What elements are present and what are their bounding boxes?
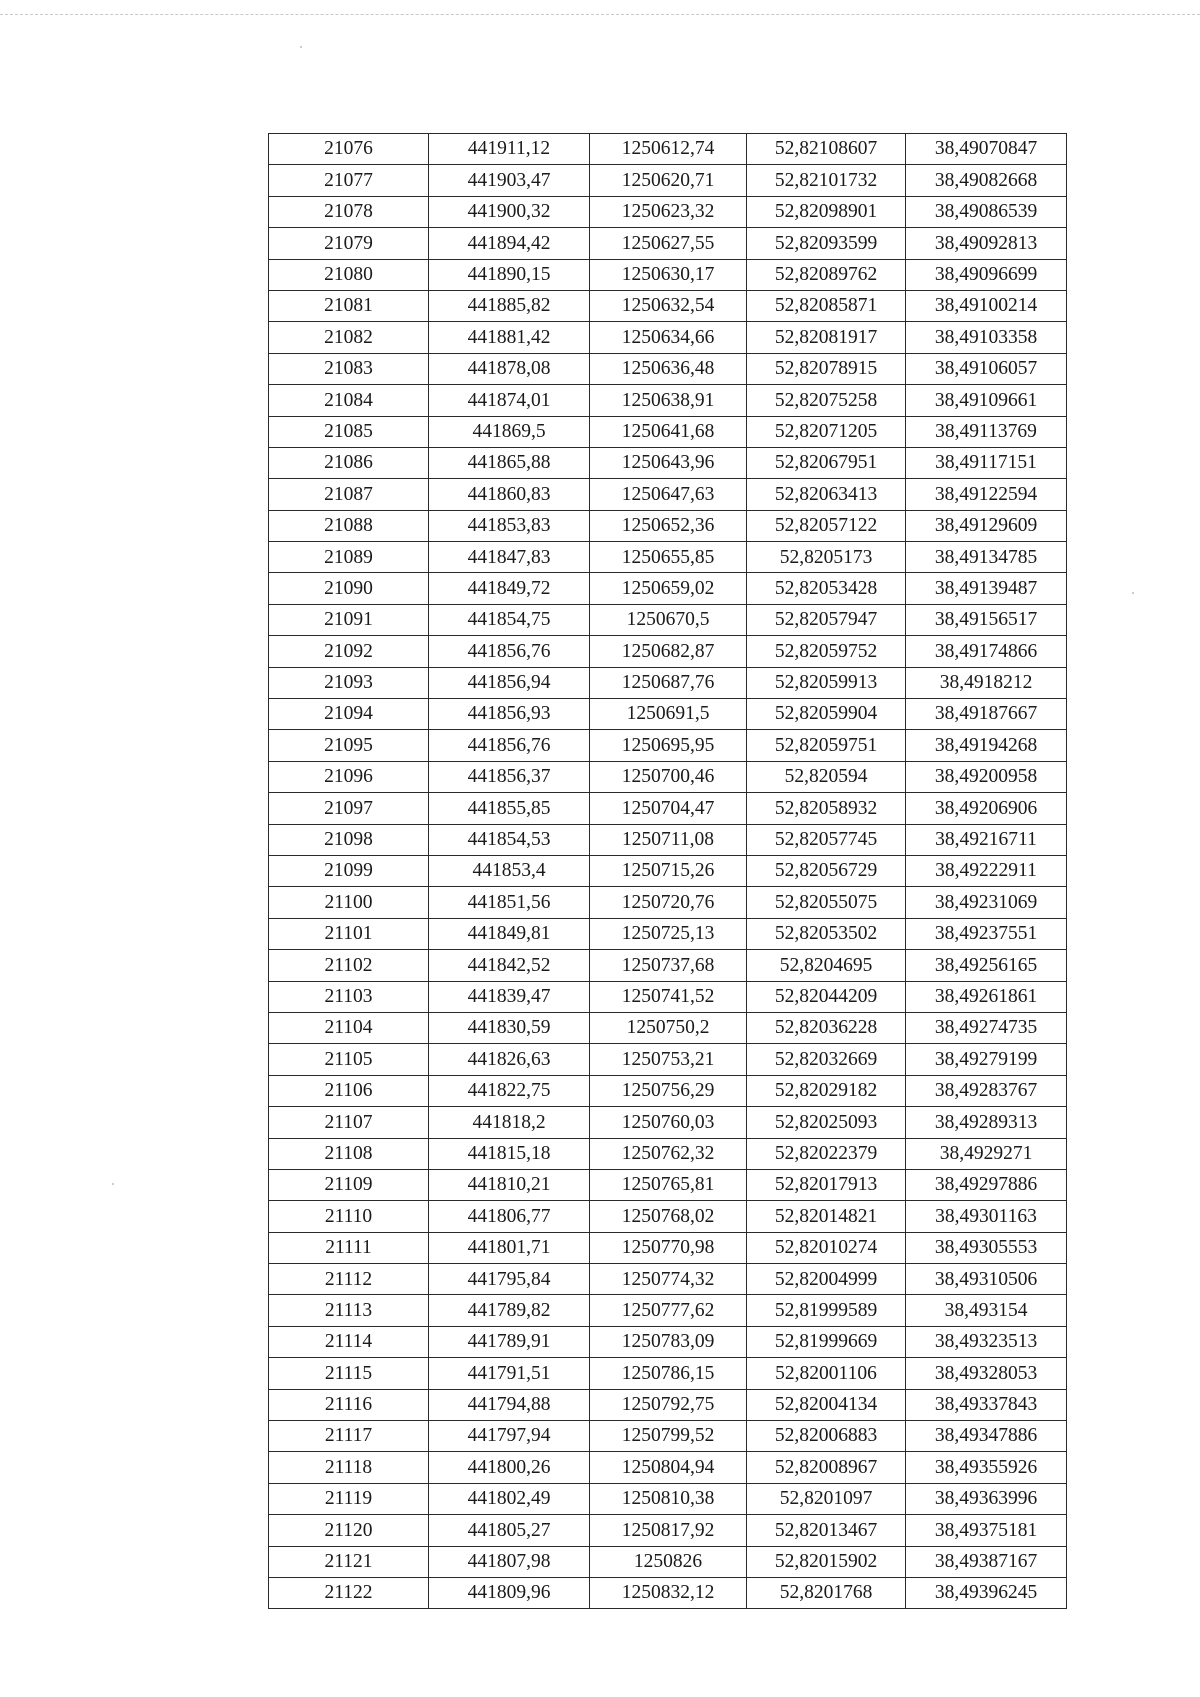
- x-coordinate-cell: 441809,96: [429, 1577, 590, 1608]
- table-row: [269, 667, 1067, 698]
- point-number-cell: 21108: [269, 1138, 429, 1169]
- table-row: [269, 636, 1067, 667]
- longitude-cell: 38,49387167: [906, 1546, 1067, 1577]
- y-coordinate-cell: 1250647,63: [590, 479, 747, 510]
- point-number-cell: 21087: [269, 479, 429, 510]
- y-coordinate-cell: 1250737,68: [590, 950, 747, 981]
- longitude-cell: 38,49200958: [906, 761, 1067, 792]
- y-coordinate-cell: 1250636,48: [590, 353, 747, 384]
- table-row: [269, 1452, 1067, 1483]
- point-number-cell: 21080: [269, 259, 429, 290]
- table-row: [269, 165, 1067, 196]
- x-coordinate-cell: 441860,83: [429, 479, 590, 510]
- longitude-cell: 38,49237551: [906, 918, 1067, 949]
- latitude-cell: 52,82029182: [747, 1075, 906, 1106]
- latitude-cell: 52,82057947: [747, 604, 906, 635]
- table-row: [269, 573, 1067, 604]
- latitude-cell: 52,82013467: [747, 1515, 906, 1546]
- table-row: [269, 1169, 1067, 1200]
- latitude-cell: 52,82085871: [747, 290, 906, 321]
- table-row: [269, 981, 1067, 1012]
- x-coordinate-cell: 441856,76: [429, 730, 590, 761]
- x-coordinate-cell: 441800,26: [429, 1452, 590, 1483]
- x-coordinate-cell: 441849,72: [429, 573, 590, 604]
- point-number-cell: 21122: [269, 1577, 429, 1608]
- point-number-cell: 21083: [269, 353, 429, 384]
- longitude-cell: 38,49279199: [906, 1044, 1067, 1075]
- latitude-cell: 52,8205173: [747, 542, 906, 573]
- table-row: [269, 793, 1067, 824]
- y-coordinate-cell: 1250810,38: [590, 1483, 747, 1514]
- table-row: [269, 918, 1067, 949]
- y-coordinate-cell: 1250620,71: [590, 165, 747, 196]
- point-number-cell: 21077: [269, 165, 429, 196]
- y-coordinate-cell: 1250725,13: [590, 918, 747, 949]
- latitude-cell: 52,82108607: [747, 134, 906, 165]
- latitude-cell: 52,82053428: [747, 573, 906, 604]
- latitude-cell: 52,82025093: [747, 1107, 906, 1138]
- latitude-cell: 52,82001106: [747, 1358, 906, 1389]
- x-coordinate-cell: 441818,2: [429, 1107, 590, 1138]
- y-coordinate-cell: 1250792,75: [590, 1389, 747, 1420]
- y-coordinate-cell: 1250804,94: [590, 1452, 747, 1483]
- latitude-cell: 52,82089762: [747, 259, 906, 290]
- x-coordinate-cell: 441874,01: [429, 385, 590, 416]
- latitude-cell: 52,82098901: [747, 196, 906, 227]
- longitude-cell: 38,4918212: [906, 667, 1067, 698]
- longitude-cell: 38,49086539: [906, 196, 1067, 227]
- point-number-cell: 21117: [269, 1421, 429, 1452]
- y-coordinate-cell: 1250638,91: [590, 385, 747, 416]
- latitude-cell: 52,82010274: [747, 1232, 906, 1263]
- longitude-cell: 38,49156517: [906, 604, 1067, 635]
- x-coordinate-cell: 441855,85: [429, 793, 590, 824]
- point-number-cell: 21078: [269, 196, 429, 227]
- latitude-cell: 52,82067951: [747, 447, 906, 478]
- point-number-cell: 21103: [269, 981, 429, 1012]
- x-coordinate-cell: 441849,81: [429, 918, 590, 949]
- latitude-cell: 52,82044209: [747, 981, 906, 1012]
- coordinates-table: [268, 133, 1067, 1609]
- y-coordinate-cell: 1250826: [590, 1546, 747, 1577]
- point-number-cell: 21089: [269, 542, 429, 573]
- table-row: [269, 887, 1067, 918]
- table-row: [269, 855, 1067, 886]
- x-coordinate-cell: 441903,47: [429, 165, 590, 196]
- x-coordinate-cell: 441900,32: [429, 196, 590, 227]
- y-coordinate-cell: 1250682,87: [590, 636, 747, 667]
- y-coordinate-cell: 1250695,95: [590, 730, 747, 761]
- x-coordinate-cell: 441854,53: [429, 824, 590, 855]
- table-row: [269, 353, 1067, 384]
- longitude-cell: 38,49122594: [906, 479, 1067, 510]
- x-coordinate-cell: 441854,75: [429, 604, 590, 635]
- x-coordinate-cell: 441815,18: [429, 1138, 590, 1169]
- longitude-cell: 38,49117151: [906, 447, 1067, 478]
- point-number-cell: 21086: [269, 447, 429, 478]
- latitude-cell: 52,81999589: [747, 1295, 906, 1326]
- x-coordinate-cell: 441807,98: [429, 1546, 590, 1577]
- latitude-cell: 52,82057122: [747, 510, 906, 541]
- point-number-cell: 21100: [269, 887, 429, 918]
- latitude-cell: 52,82059913: [747, 667, 906, 698]
- table-row: [269, 699, 1067, 730]
- point-number-cell: 21114: [269, 1326, 429, 1357]
- x-coordinate-cell: 441822,75: [429, 1075, 590, 1106]
- latitude-cell: 52,820594: [747, 761, 906, 792]
- y-coordinate-cell: 1250704,47: [590, 793, 747, 824]
- latitude-cell: 52,82059751: [747, 730, 906, 761]
- y-coordinate-cell: 1250641,68: [590, 416, 747, 447]
- scan-speck: [300, 46, 302, 48]
- table-row: [269, 1358, 1067, 1389]
- y-coordinate-cell: 1250720,76: [590, 887, 747, 918]
- longitude-cell: 38,49194268: [906, 730, 1067, 761]
- point-number-cell: 21084: [269, 385, 429, 416]
- table-row: [269, 510, 1067, 541]
- longitude-cell: 38,493154: [906, 1295, 1067, 1326]
- table-row: [269, 1107, 1067, 1138]
- point-number-cell: 21110: [269, 1201, 429, 1232]
- y-coordinate-cell: 1250762,32: [590, 1138, 747, 1169]
- x-coordinate-cell: 441789,82: [429, 1295, 590, 1326]
- table-row: [269, 824, 1067, 855]
- y-coordinate-cell: 1250774,32: [590, 1264, 747, 1295]
- table-row: [269, 447, 1067, 478]
- x-coordinate-cell: 441839,47: [429, 981, 590, 1012]
- point-number-cell: 21090: [269, 573, 429, 604]
- scan-top-edge-line: [0, 14, 1200, 15]
- longitude-cell: 38,49305553: [906, 1232, 1067, 1263]
- point-number-cell: 21111: [269, 1232, 429, 1263]
- y-coordinate-cell: 1250753,21: [590, 1044, 747, 1075]
- point-number-cell: 21115: [269, 1358, 429, 1389]
- y-coordinate-cell: 1250630,17: [590, 259, 747, 290]
- point-number-cell: 21113: [269, 1295, 429, 1326]
- longitude-cell: 38,49323513: [906, 1326, 1067, 1357]
- latitude-cell: 52,82015902: [747, 1546, 906, 1577]
- latitude-cell: 52,82078915: [747, 353, 906, 384]
- latitude-cell: 52,82056729: [747, 855, 906, 886]
- x-coordinate-cell: 441865,88: [429, 447, 590, 478]
- y-coordinate-cell: 1250817,92: [590, 1515, 747, 1546]
- longitude-cell: 38,49103358: [906, 322, 1067, 353]
- point-number-cell: 21099: [269, 855, 429, 886]
- x-coordinate-cell: 441881,42: [429, 322, 590, 353]
- x-coordinate-cell: 441789,91: [429, 1326, 590, 1357]
- y-coordinate-cell: 1250786,15: [590, 1358, 747, 1389]
- latitude-cell: 52,82057745: [747, 824, 906, 855]
- latitude-cell: 52,82093599: [747, 228, 906, 259]
- x-coordinate-cell: 441794,88: [429, 1389, 590, 1420]
- longitude-cell: 38,49092813: [906, 228, 1067, 259]
- y-coordinate-cell: 1250687,76: [590, 667, 747, 698]
- table-row: [269, 1201, 1067, 1232]
- longitude-cell: 38,49113769: [906, 416, 1067, 447]
- y-coordinate-cell: 1250655,85: [590, 542, 747, 573]
- y-coordinate-cell: 1250659,02: [590, 573, 747, 604]
- y-coordinate-cell: 1250760,03: [590, 1107, 747, 1138]
- latitude-cell: 52,82059904: [747, 699, 906, 730]
- longitude-cell: 38,49096699: [906, 259, 1067, 290]
- x-coordinate-cell: 441878,08: [429, 353, 590, 384]
- point-number-cell: 21097: [269, 793, 429, 824]
- longitude-cell: 38,49174866: [906, 636, 1067, 667]
- y-coordinate-cell: 1250770,98: [590, 1232, 747, 1263]
- point-number-cell: 21085: [269, 416, 429, 447]
- longitude-cell: 38,49139487: [906, 573, 1067, 604]
- scan-speck: [112, 1183, 114, 1185]
- x-coordinate-cell: 441856,37: [429, 761, 590, 792]
- table-row: [269, 1295, 1067, 1326]
- table-row: [269, 950, 1067, 981]
- longitude-cell: 38,49070847: [906, 134, 1067, 165]
- y-coordinate-cell: 1250783,09: [590, 1326, 747, 1357]
- table-row: [269, 479, 1067, 510]
- longitude-cell: 38,49129609: [906, 510, 1067, 541]
- point-number-cell: 21092: [269, 636, 429, 667]
- latitude-cell: 52,82101732: [747, 165, 906, 196]
- table-row: [269, 730, 1067, 761]
- point-number-cell: 21093: [269, 667, 429, 698]
- latitude-cell: 52,82008967: [747, 1452, 906, 1483]
- y-coordinate-cell: 1250700,46: [590, 761, 747, 792]
- table-row: [269, 1075, 1067, 1106]
- longitude-cell: 38,49363996: [906, 1483, 1067, 1514]
- latitude-cell: 52,82055075: [747, 887, 906, 918]
- x-coordinate-cell: 441801,71: [429, 1232, 590, 1263]
- x-coordinate-cell: 441885,82: [429, 290, 590, 321]
- y-coordinate-cell: 1250643,96: [590, 447, 747, 478]
- longitude-cell: 38,49375181: [906, 1515, 1067, 1546]
- point-number-cell: 21109: [269, 1169, 429, 1200]
- y-coordinate-cell: 1250756,29: [590, 1075, 747, 1106]
- x-coordinate-cell: 441847,83: [429, 542, 590, 573]
- latitude-cell: 52,8201097: [747, 1483, 906, 1514]
- x-coordinate-cell: 441856,93: [429, 699, 590, 730]
- longitude-cell: 38,49256165: [906, 950, 1067, 981]
- x-coordinate-cell: 441806,77: [429, 1201, 590, 1232]
- x-coordinate-cell: 441802,49: [429, 1483, 590, 1514]
- point-number-cell: 21076: [269, 134, 429, 165]
- latitude-cell: 52,82022379: [747, 1138, 906, 1169]
- table-row: [269, 134, 1067, 165]
- longitude-cell: 38,49283767: [906, 1075, 1067, 1106]
- y-coordinate-cell: 1250670,5: [590, 604, 747, 635]
- table-row: [269, 1138, 1067, 1169]
- table-row: [269, 1577, 1067, 1608]
- point-number-cell: 21101: [269, 918, 429, 949]
- latitude-cell: 52,82081917: [747, 322, 906, 353]
- x-coordinate-cell: 441797,94: [429, 1421, 590, 1452]
- table-row: [269, 1515, 1067, 1546]
- point-number-cell: 21081: [269, 290, 429, 321]
- x-coordinate-cell: 441853,83: [429, 510, 590, 541]
- table-row: [269, 416, 1067, 447]
- point-number-cell: 21079: [269, 228, 429, 259]
- y-coordinate-cell: 1250627,55: [590, 228, 747, 259]
- table-row: [269, 1483, 1067, 1514]
- table-row: [269, 196, 1067, 227]
- table-row: [269, 761, 1067, 792]
- longitude-cell: 38,49206906: [906, 793, 1067, 824]
- point-number-cell: 21118: [269, 1452, 429, 1483]
- table-row: [269, 542, 1067, 573]
- latitude-cell: 52,82004999: [747, 1264, 906, 1295]
- longitude-cell: 38,49301163: [906, 1201, 1067, 1232]
- x-coordinate-cell: 441856,76: [429, 636, 590, 667]
- y-coordinate-cell: 1250612,74: [590, 134, 747, 165]
- point-number-cell: 21095: [269, 730, 429, 761]
- longitude-cell: 38,49231069: [906, 887, 1067, 918]
- latitude-cell: 52,82058932: [747, 793, 906, 824]
- latitude-cell: 52,82036228: [747, 1012, 906, 1043]
- x-coordinate-cell: 441894,42: [429, 228, 590, 259]
- latitude-cell: 52,82014821: [747, 1201, 906, 1232]
- y-coordinate-cell: 1250799,52: [590, 1421, 747, 1452]
- y-coordinate-cell: 1250632,54: [590, 290, 747, 321]
- x-coordinate-cell: 441842,52: [429, 950, 590, 981]
- y-coordinate-cell: 1250741,52: [590, 981, 747, 1012]
- y-coordinate-cell: 1250750,2: [590, 1012, 747, 1043]
- y-coordinate-cell: 1250652,36: [590, 510, 747, 541]
- table-row: [269, 290, 1067, 321]
- point-number-cell: 21116: [269, 1389, 429, 1420]
- table-row: [269, 604, 1067, 635]
- point-number-cell: 21106: [269, 1075, 429, 1106]
- table-row: [269, 1389, 1067, 1420]
- longitude-cell: 38,49106057: [906, 353, 1067, 384]
- latitude-cell: 52,82032669: [747, 1044, 906, 1075]
- x-coordinate-cell: 441851,56: [429, 887, 590, 918]
- point-number-cell: 21094: [269, 699, 429, 730]
- latitude-cell: 52,8204695: [747, 950, 906, 981]
- longitude-cell: 38,49222911: [906, 855, 1067, 886]
- longitude-cell: 38,49274735: [906, 1012, 1067, 1043]
- longitude-cell: 38,49100214: [906, 290, 1067, 321]
- longitude-cell: 38,49216711: [906, 824, 1067, 855]
- latitude-cell: 52,82075258: [747, 385, 906, 416]
- table-row: [269, 322, 1067, 353]
- latitude-cell: 52,82063413: [747, 479, 906, 510]
- point-number-cell: 21082: [269, 322, 429, 353]
- table-row: [269, 228, 1067, 259]
- x-coordinate-cell: 441826,63: [429, 1044, 590, 1075]
- y-coordinate-cell: 1250777,62: [590, 1295, 747, 1326]
- x-coordinate-cell: 441810,21: [429, 1169, 590, 1200]
- longitude-cell: 38,49289313: [906, 1107, 1067, 1138]
- latitude-cell: 52,8201768: [747, 1577, 906, 1608]
- table-row: [269, 1421, 1067, 1452]
- longitude-cell: 38,49310506: [906, 1264, 1067, 1295]
- x-coordinate-cell: 441869,5: [429, 416, 590, 447]
- table-row: [269, 385, 1067, 416]
- coordinates-table-body: [269, 134, 1067, 1609]
- y-coordinate-cell: 1250768,02: [590, 1201, 747, 1232]
- point-number-cell: 21091: [269, 604, 429, 635]
- point-number-cell: 21112: [269, 1264, 429, 1295]
- latitude-cell: 52,82053502: [747, 918, 906, 949]
- point-number-cell: 21119: [269, 1483, 429, 1514]
- point-number-cell: 21120: [269, 1515, 429, 1546]
- latitude-cell: 52,81999669: [747, 1326, 906, 1357]
- table-row: [269, 1546, 1067, 1577]
- longitude-cell: 38,49109661: [906, 385, 1067, 416]
- point-number-cell: 21096: [269, 761, 429, 792]
- longitude-cell: 38,49261861: [906, 981, 1067, 1012]
- latitude-cell: 52,82071205: [747, 416, 906, 447]
- latitude-cell: 52,82006883: [747, 1421, 906, 1452]
- y-coordinate-cell: 1250765,81: [590, 1169, 747, 1200]
- x-coordinate-cell: 441805,27: [429, 1515, 590, 1546]
- table-row: [269, 1264, 1067, 1295]
- x-coordinate-cell: 441830,59: [429, 1012, 590, 1043]
- longitude-cell: 38,49347886: [906, 1421, 1067, 1452]
- y-coordinate-cell: 1250832,12: [590, 1577, 747, 1608]
- latitude-cell: 52,82004134: [747, 1389, 906, 1420]
- y-coordinate-cell: 1250715,26: [590, 855, 747, 886]
- longitude-cell: 38,49187667: [906, 699, 1067, 730]
- point-number-cell: 21107: [269, 1107, 429, 1138]
- x-coordinate-cell: 441853,4: [429, 855, 590, 886]
- x-coordinate-cell: 441791,51: [429, 1358, 590, 1389]
- longitude-cell: 38,49328053: [906, 1358, 1067, 1389]
- longitude-cell: 38,49134785: [906, 542, 1067, 573]
- table-row: [269, 1012, 1067, 1043]
- point-number-cell: 21102: [269, 950, 429, 981]
- table-row: [269, 1044, 1067, 1075]
- longitude-cell: 38,49297886: [906, 1169, 1067, 1200]
- point-number-cell: 21104: [269, 1012, 429, 1043]
- point-number-cell: 21088: [269, 510, 429, 541]
- longitude-cell: 38,4929271: [906, 1138, 1067, 1169]
- y-coordinate-cell: 1250711,08: [590, 824, 747, 855]
- longitude-cell: 38,49355926: [906, 1452, 1067, 1483]
- longitude-cell: 38,49396245: [906, 1577, 1067, 1608]
- longitude-cell: 38,49337843: [906, 1389, 1067, 1420]
- latitude-cell: 52,82017913: [747, 1169, 906, 1200]
- point-number-cell: 21105: [269, 1044, 429, 1075]
- y-coordinate-cell: 1250623,32: [590, 196, 747, 227]
- longitude-cell: 38,49082668: [906, 165, 1067, 196]
- x-coordinate-cell: 441856,94: [429, 667, 590, 698]
- x-coordinate-cell: 441911,12: [429, 134, 590, 165]
- scan-speck: [1132, 592, 1134, 594]
- point-number-cell: 21098: [269, 824, 429, 855]
- y-coordinate-cell: 1250691,5: [590, 699, 747, 730]
- point-number-cell: 21121: [269, 1546, 429, 1577]
- latitude-cell: 52,82059752: [747, 636, 906, 667]
- table-row: [269, 259, 1067, 290]
- y-coordinate-cell: 1250634,66: [590, 322, 747, 353]
- table-row: [269, 1326, 1067, 1357]
- table-row: [269, 1232, 1067, 1263]
- x-coordinate-cell: 441890,15: [429, 259, 590, 290]
- x-coordinate-cell: 441795,84: [429, 1264, 590, 1295]
